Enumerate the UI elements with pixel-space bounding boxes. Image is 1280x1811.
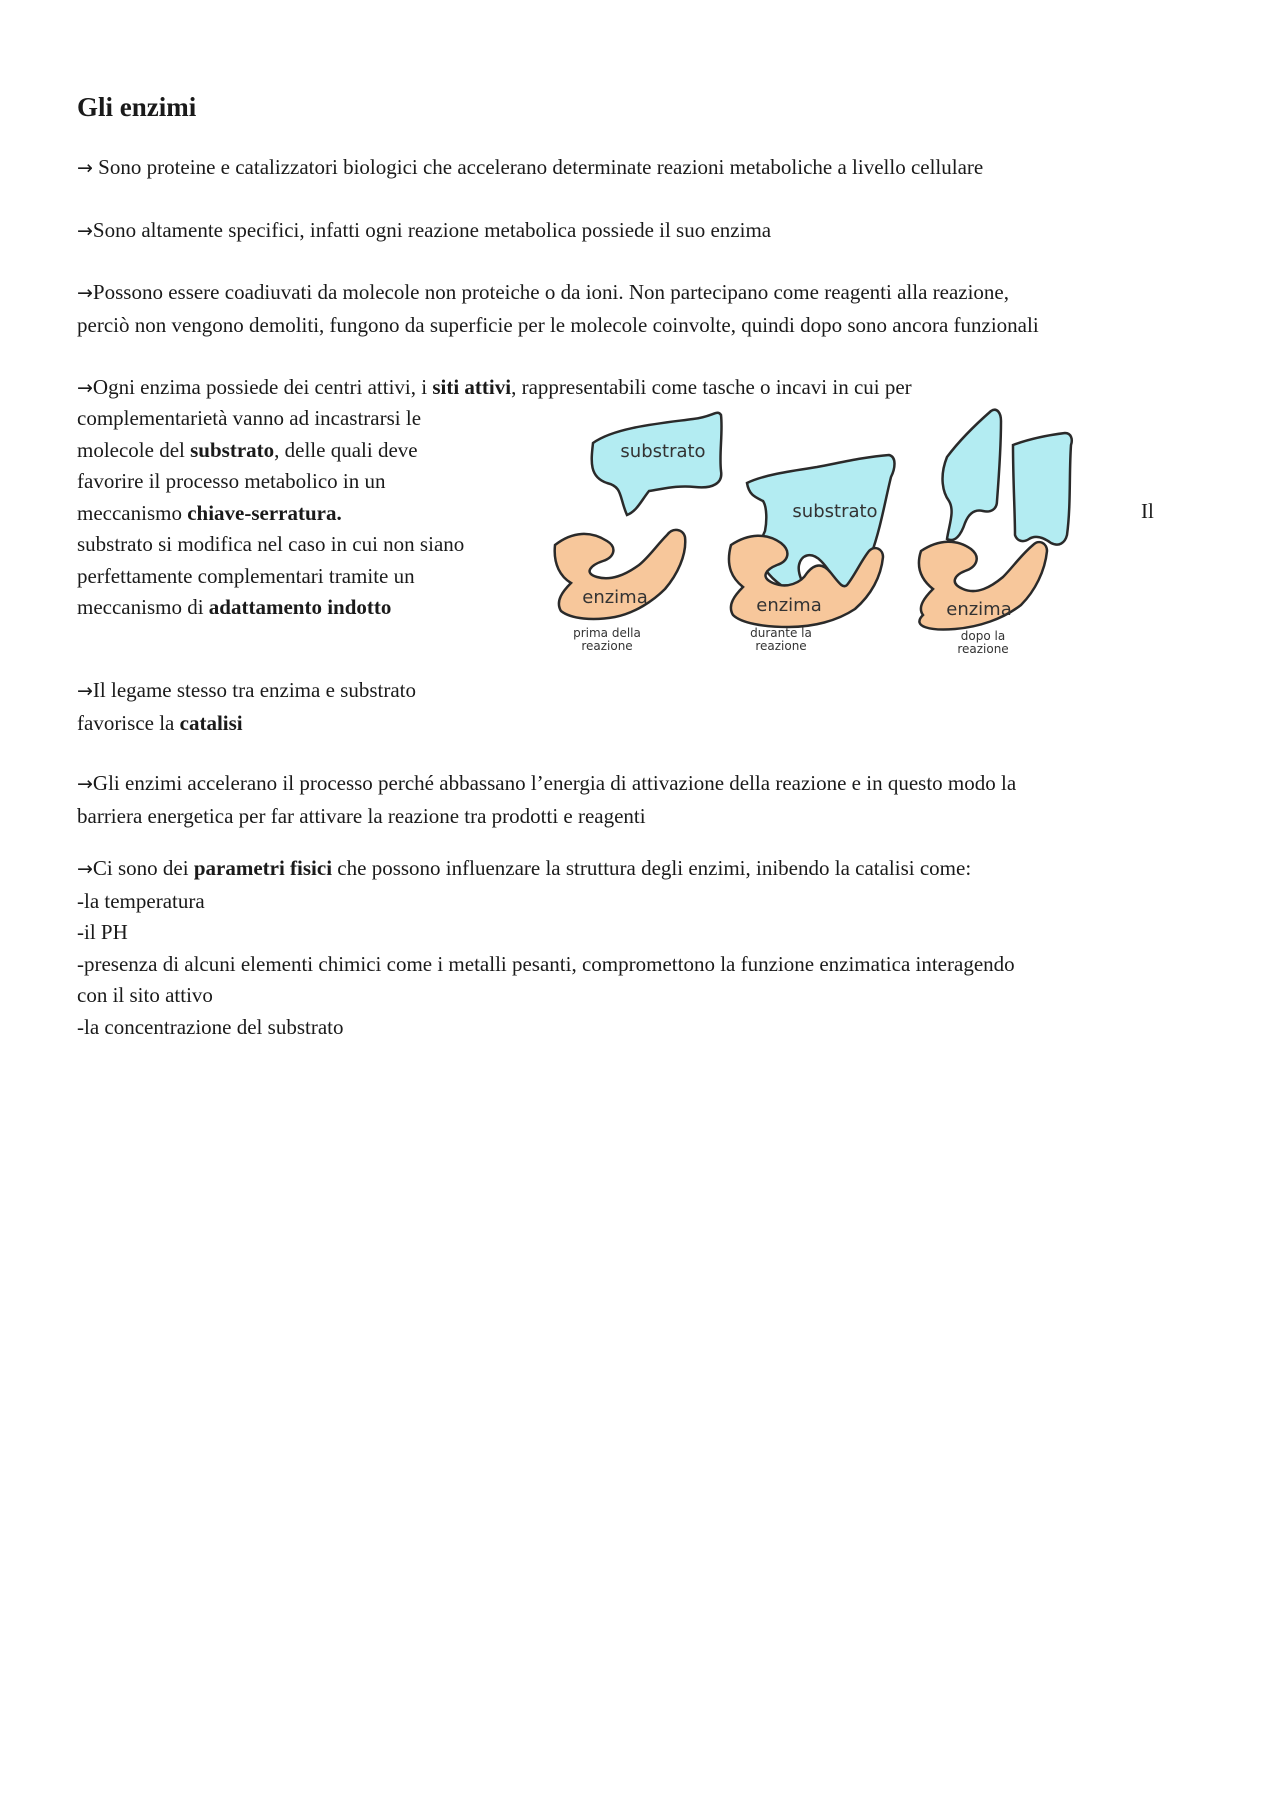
- list-item: -presenza di alcuni elementi chimici come i metalli pesanti, compromettono la funzione enzimatica interagendo: [77, 951, 1015, 976]
- arrow-icon: →: [77, 858, 93, 880]
- paragraph-text: meccanismo di: [77, 595, 209, 619]
- list-item: -la concentrazione del substrato: [77, 1014, 344, 1039]
- arrow-icon: →: [77, 773, 93, 795]
- product-shape: [943, 410, 1001, 540]
- paragraph-text: Sono altamente specifici, infatti ogni reazione metabolica possiede il suo enzima: [92, 218, 772, 242]
- paragraph-physical-parameters: [77, 853, 1187, 1043]
- paragraph-line: Possono essere coadiuvati da molecole non proteiche o da ioni. Non partecipano come reagenti alla reazione,: [92, 280, 1009, 304]
- term-siti-attivi: siti attivi: [432, 375, 512, 399]
- paragraph-text: molecole del: [77, 437, 191, 462]
- paragraph-activation-energy: [77, 768, 1187, 832]
- page-title: Gli enzimi: [77, 92, 197, 122]
- paragraph-line: [77, 853, 1187, 886]
- stage-caption: dopo la: [960, 629, 1006, 643]
- term-chiave-serratura: chiave-serratura.: [187, 500, 342, 525]
- paragraph-text: , rappresentabili come tasche o incavi in cui per: [511, 375, 912, 399]
- stage-caption: durante la: [750, 626, 812, 640]
- term-adattamento-indotto: adattamento indotto: [208, 595, 392, 619]
- paragraph-text: meccanismo: [77, 500, 188, 525]
- stage-caption: reazione: [755, 639, 807, 653]
- arrow-icon: →: [77, 282, 93, 304]
- paragraph-line: perciò non vengono demoliti, fungono da superficie per le molecole coinvolte, quindi dopo sono ancora funzionali: [77, 312, 1039, 337]
- paragraph-active-sites-wrap: [77, 403, 527, 624]
- paragraph-text: Sono proteine e catalizzatori biologici che accelerano determinate reazioni metaboliche a livello cellulare: [92, 155, 984, 179]
- paragraph-line: [77, 592, 527, 624]
- arrow-icon: →: [77, 377, 93, 399]
- paragraph-line: substrato si modifica nel caso in cui non siano: [77, 532, 465, 556]
- paragraph-line: perfettamente complementari tramite un: [77, 563, 415, 588]
- enzyme-label: enzima: [582, 587, 648, 608]
- substrate-label: substrato: [792, 501, 878, 522]
- enzyme-label: enzima: [756, 595, 822, 616]
- stage-caption: reazione: [581, 639, 633, 653]
- substrate-shape: [592, 413, 722, 515]
- paragraph-cofactors: [77, 277, 1187, 341]
- substrate-label: substrato: [620, 441, 706, 462]
- paragraph-line: barriera energetica per far attivare la reazione tra prodotti e reagenti: [77, 803, 646, 828]
- list-item: -il PH: [77, 920, 128, 944]
- stage-caption: prima della: [573, 626, 641, 640]
- arrow-icon: →: [77, 157, 93, 179]
- paragraph-line: complementarietà vanno ad incastrarsi le: [77, 406, 422, 430]
- paragraph-text: Ogni enzima possiede dei centri attivi, i: [92, 375, 433, 399]
- induced-fit-diagram: [545, 405, 1125, 663]
- stage-caption: reazione: [957, 642, 1009, 656]
- paragraph-line: Gli enzimi accelerano il processo perché abbassano l’energia di attivazione della reazione e in questo modo la: [92, 771, 1017, 795]
- paragraph-active-sites: [77, 372, 1187, 405]
- paragraph-specificity: [77, 215, 1187, 248]
- list-item: -la temperatura: [77, 888, 205, 913]
- paragraph-text: Ci sono dei: [92, 856, 194, 880]
- paragraph-line: Il legame stesso tra enzima e substrato: [92, 678, 416, 702]
- paragraph-text: , delle quali deve: [274, 437, 418, 462]
- paragraph-line: favorire il processo metabolico in un: [77, 469, 386, 493]
- list-item: con il sito attivo: [77, 983, 213, 1007]
- enzyme-label: enzima: [946, 599, 1012, 620]
- term-catalisi: catalisi: [179, 710, 243, 735]
- enzyme-substrate-figure: [545, 405, 1125, 663]
- paragraph-text: favorisce la: [77, 710, 180, 735]
- paragraph-text: che possono influenzare la struttura degli enzimi, inibendo la catalisi come:: [332, 856, 972, 880]
- arrow-icon: →: [77, 220, 93, 242]
- paragraph-catalysis: [77, 675, 527, 739]
- term-substrato: substrato: [190, 437, 275, 462]
- arrow-icon: →: [77, 680, 93, 702]
- paragraph-definition: [77, 152, 1187, 185]
- paragraph-line: [77, 435, 527, 467]
- paragraph-line: [77, 498, 527, 530]
- term-parametri-fisici: parametri fisici: [193, 856, 333, 880]
- product-shape: [1013, 433, 1072, 545]
- wrapped-word: Il: [1141, 499, 1154, 523]
